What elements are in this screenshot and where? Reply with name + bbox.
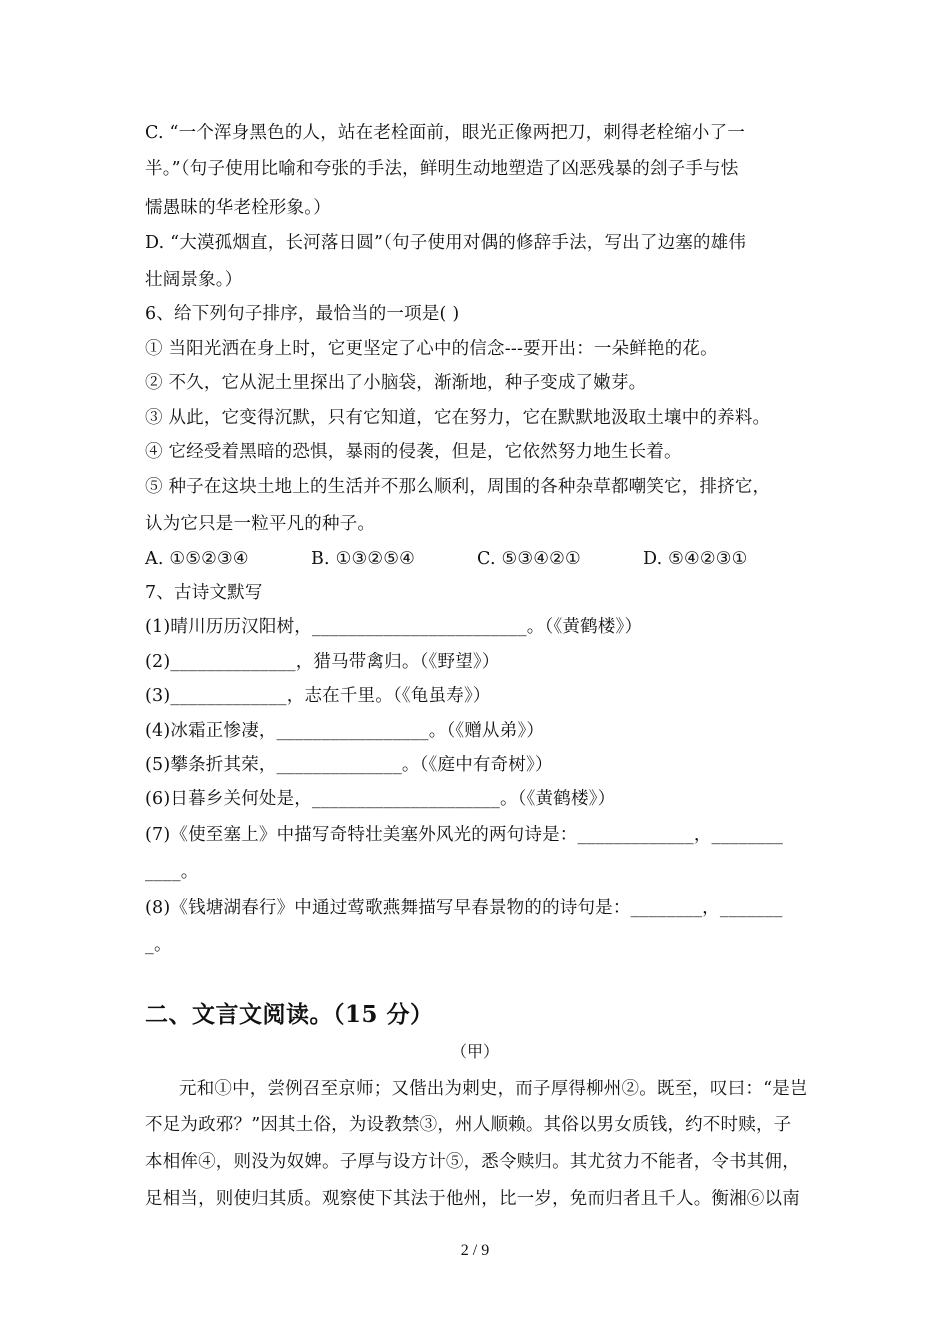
q5-option-d-line2: 壮阔景象。）	[145, 270, 243, 290]
q7-item-4: (4)冰霜正惨凄，_________________。（《赠从弟》）	[145, 721, 545, 741]
q6-sentence-3: ③ 从此，它变得沉默，只有它知道，它在努力，它在默默地汲取土壤中的养料。	[145, 408, 771, 428]
q6-sentence-1: ① 当阳光洒在身上时，它更坚定了心中的信念---要开出：一朵鲜艳的花。	[145, 339, 718, 359]
q7-item-1: (1)晴川历历汉阳树，________________________。（《黄鹤楼》）	[145, 617, 643, 637]
q7-item-3: (3)_____________，志在千里。（《龟虽寿》）	[145, 686, 491, 706]
page-number: 2 / 9	[460, 1242, 490, 1259]
passage-line-2: 不足为政邪？”因其土俗，为设教禁③，州人顺赖。其俗以男女质钱，约不时赎，子	[145, 1115, 792, 1135]
q7-item-7-line2: ____。	[145, 862, 199, 882]
passage-line-4: 足相当，则使归其质。观察使下其法于他州，比一岁，免而归者且千人。衡湘⑥以南	[145, 1189, 800, 1209]
q7-item-8-line1: (8)《钱塘湖春行》中通过莺歌燕舞描写早春景物的的诗句是：________，_______	[145, 898, 783, 918]
q6-option-c: C. ⑤③④②①	[477, 549, 581, 569]
q5-option-c-line3: 懦愚昧的华老栓形象。）	[145, 198, 331, 218]
passage-line-1: 元和①中，尝例召至京师；又偕出为刺史，而子厚得柳州②。既至，叹曰：“是岂	[179, 1079, 808, 1099]
q6-option-b: B. ①③②⑤④	[311, 549, 416, 569]
q6-sentence-5-line2: 认为它只是一粒平凡的种子。	[145, 514, 376, 534]
section2-heading: 二、文言文阅读。（15 分）	[145, 1001, 434, 1028]
q7-item-5: (5)攀条折其荣，______________。（《庭中有奇树》）	[145, 755, 553, 775]
passage-line-3: 本相侔④，则没为奴婢。子厚与设方计⑤，悉令赎归。其尤贫力不能者，令书其佣，	[145, 1152, 800, 1172]
q6-option-d: D. ⑤④②③①	[643, 549, 748, 569]
q5-option-c-line2: 半。”（句子使用比喻和夸张的手法，鲜明生动地塑造了凶恶残暴的刽子手与怯	[145, 159, 739, 179]
q5-option-d-line1: D. “大漠孤烟直，长河落日圆”（句子使用对偶的修辞手法，写出了边塞的雄伟	[145, 233, 747, 253]
q6-sentence-5-line1: ⑤ 种子在这块土地上的生活并不那么顺利，周围的各种杂草都嘲笑它，排挤它，	[145, 477, 771, 497]
q7-stem: 7、古诗文默写	[145, 583, 263, 603]
q6-options	[145, 547, 810, 571]
q6-option-a: A. ①⑤②③④	[145, 549, 249, 569]
q5-option-c-line1: C. “一个浑身黑色的人，站在老栓面前，眼光正像两把刀，刺得老栓缩小了一	[145, 123, 746, 143]
q6-sentence-2: ② 不久，它从泥土里探出了小脑袋，渐渐地，种子变成了嫩芽。	[145, 373, 647, 393]
q7-item-2: (2)______________，猎马带禽归。（《野望》）	[145, 652, 500, 672]
q6-stem: 6、给下列句子排序，最恰当的一项是( )	[145, 304, 460, 324]
q7-item-8-line2: _。	[145, 935, 172, 955]
q6-sentence-4: ④ 它经受着黑暗的恐惧，暴雨的侵袭，但是，它依然努力地生长着。	[145, 442, 682, 462]
q7-item-7-line1: (7)《使至塞上》中描写奇特壮美塞外风光的两句诗是：_____________，________	[145, 825, 784, 845]
q7-item-6: (6)日暮乡关何处是，_____________________。（《黄鹤楼》）	[145, 789, 616, 809]
section2-subheading: （甲）	[450, 1042, 499, 1061]
